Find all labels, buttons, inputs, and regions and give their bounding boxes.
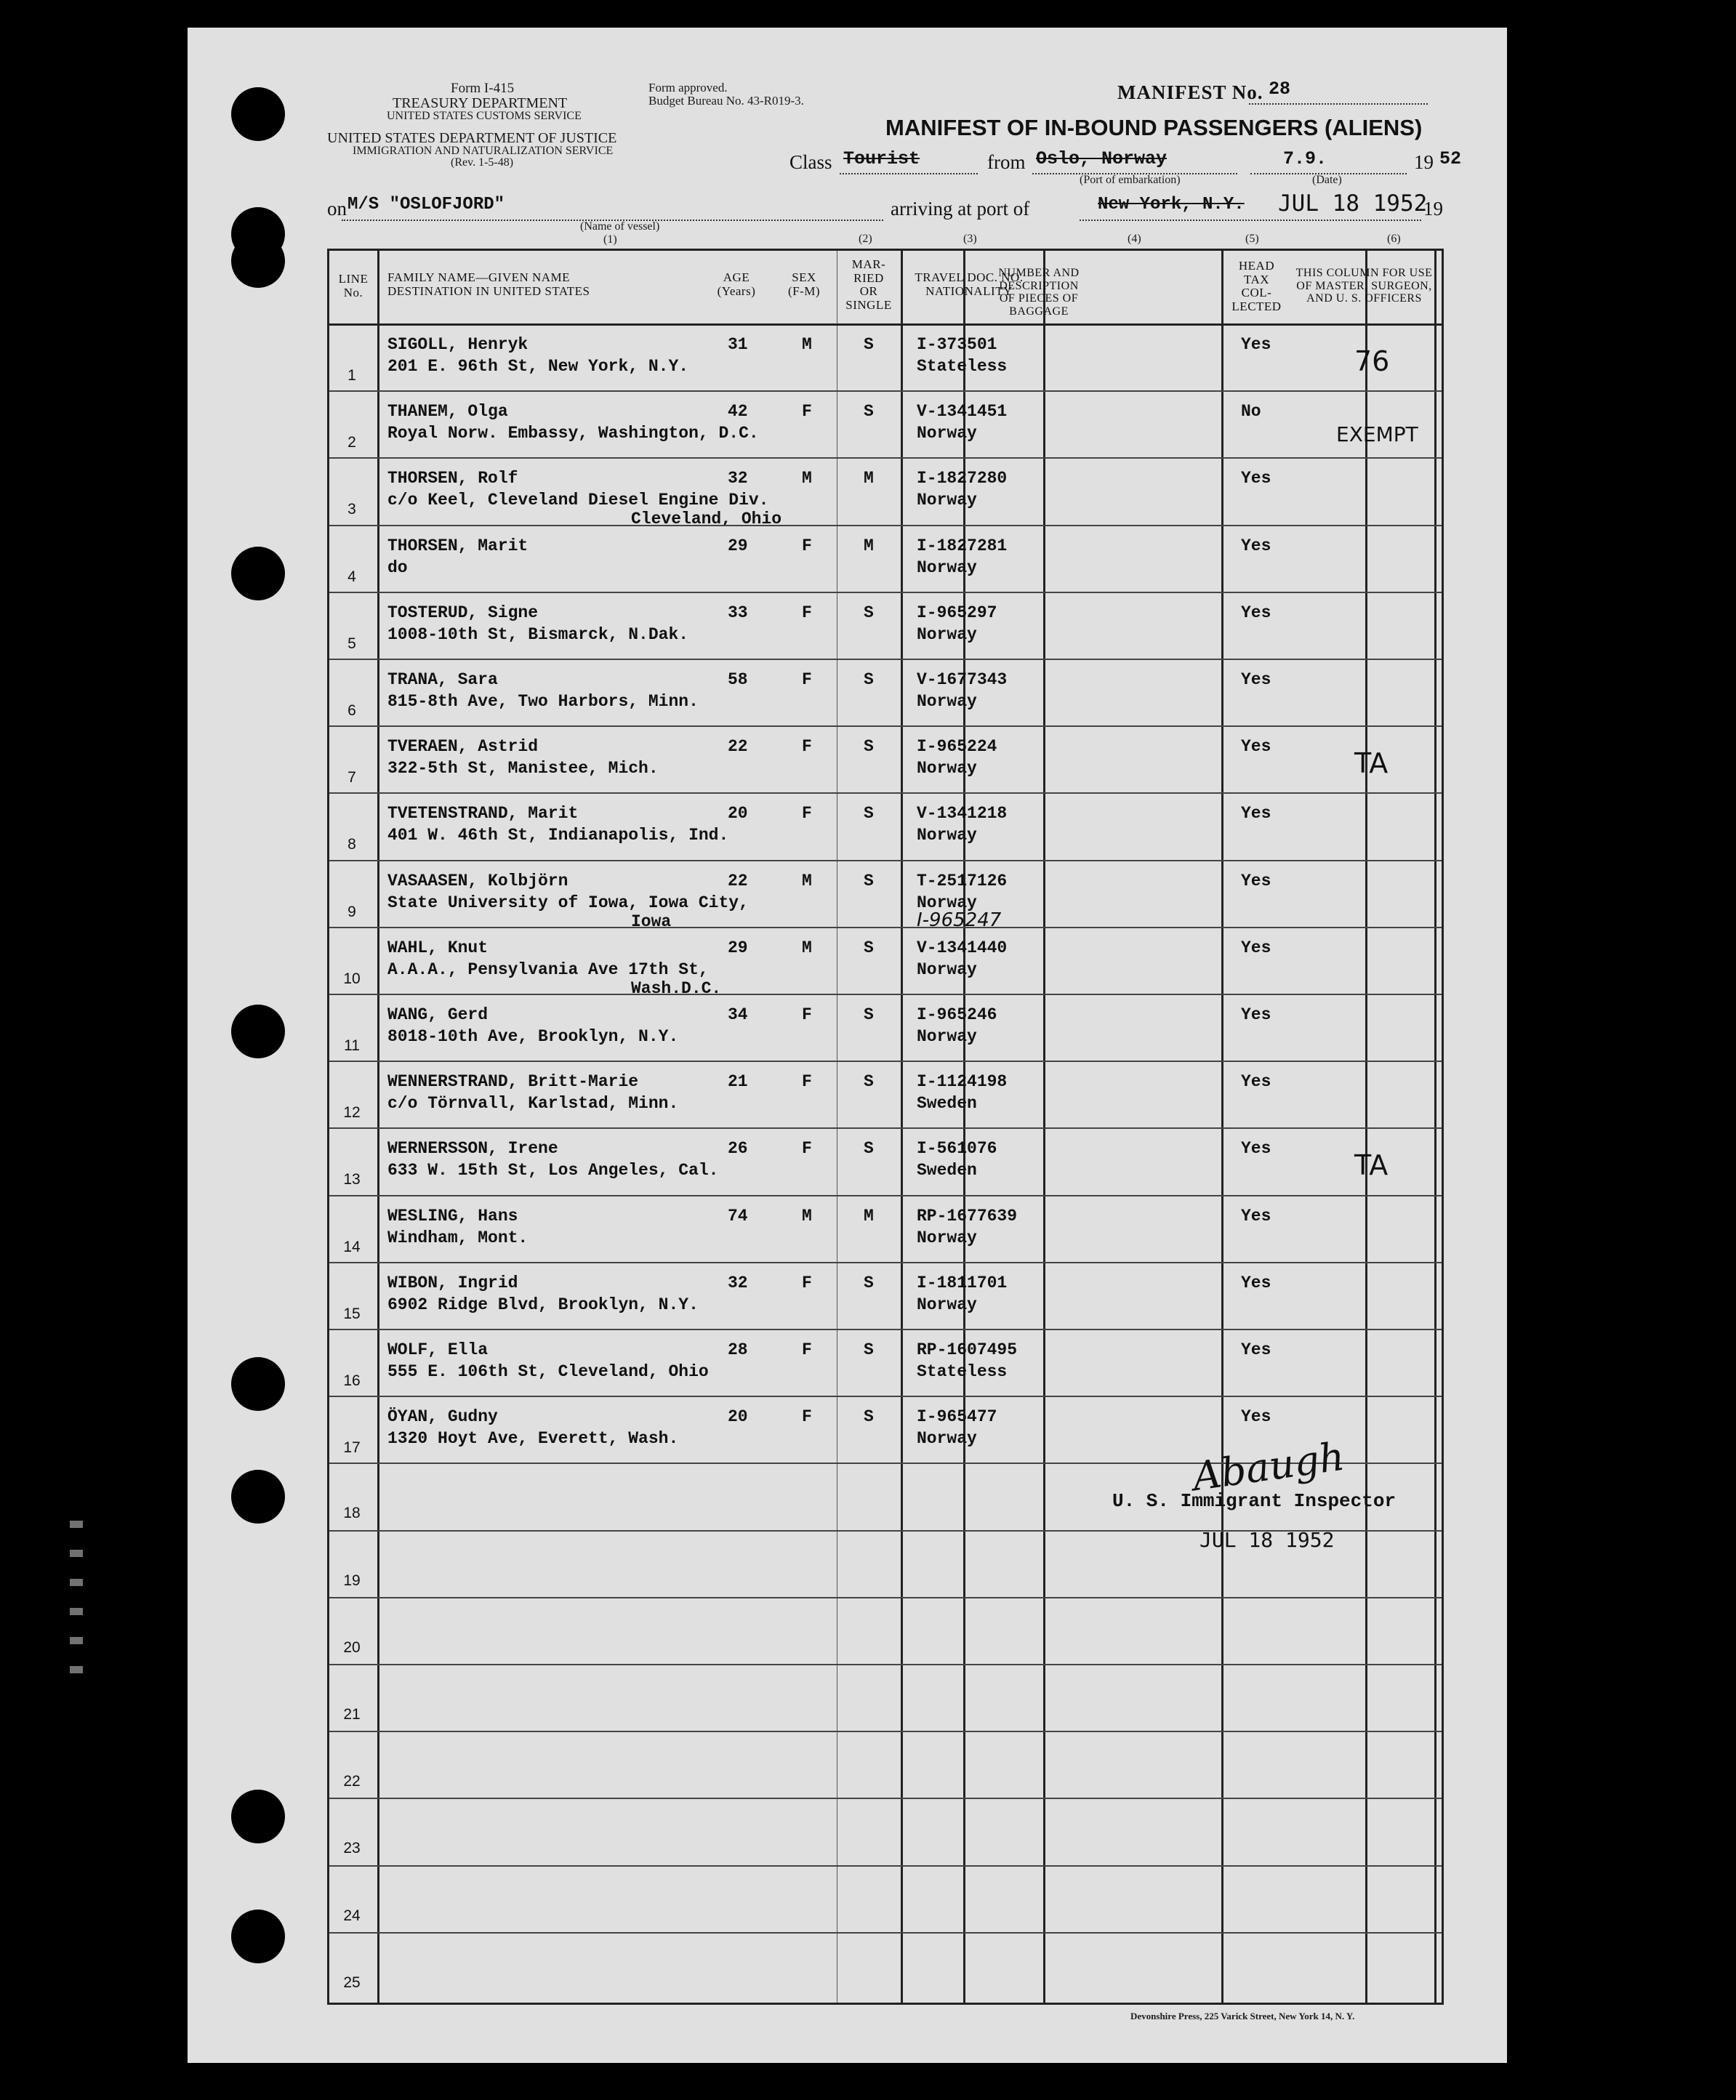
row-divider bbox=[329, 994, 1442, 995]
date-value: 7.9. bbox=[1283, 148, 1327, 169]
line-number: 2 bbox=[347, 434, 356, 451]
head-tax-collected: No bbox=[1241, 402, 1261, 422]
passenger-destination: State University of Iowa, Iowa City, bbox=[387, 893, 749, 912]
table-row bbox=[329, 323, 1442, 390]
binder-hole bbox=[231, 1470, 285, 1524]
passenger-sex: F bbox=[802, 804, 812, 824]
passenger-destination-cont: Iowa bbox=[631, 912, 672, 931]
table-row bbox=[329, 1932, 1442, 1999]
passenger-destination: 322-5th St, Manistee, Mich. bbox=[387, 759, 659, 779]
port-embarkation-caption: (Port of embarkation) bbox=[1080, 174, 1181, 186]
edge-mark bbox=[70, 1666, 83, 1673]
marital-status: M bbox=[864, 469, 874, 488]
column-number: (5) bbox=[1245, 233, 1259, 245]
travel-doc-number: V-1677343 bbox=[917, 670, 1008, 689]
binder-hole bbox=[231, 234, 285, 288]
row-divider bbox=[329, 1195, 1442, 1196]
passenger-name: WIBON, Ingrid bbox=[387, 1273, 518, 1292]
passenger-name: WESLING, Hans bbox=[387, 1206, 518, 1226]
binder-hole bbox=[231, 1005, 285, 1058]
class-label: Class bbox=[789, 151, 832, 173]
line-number: 7 bbox=[347, 769, 356, 787]
head-tax-collected: Yes bbox=[1241, 536, 1271, 555]
ins-service: IMMIGRATION AND NATURALIZATION SERVICE bbox=[353, 145, 614, 157]
head-tax-collected: Yes bbox=[1241, 1139, 1271, 1159]
passenger-name: WENNERSTRAND, Britt-Marie bbox=[387, 1072, 639, 1092]
nationality: Norway bbox=[917, 826, 977, 845]
head-tax-collected: Yes bbox=[1241, 1206, 1271, 1226]
inspector-date-stamp: JUL 18 1952 bbox=[1199, 1528, 1335, 1552]
line-number: 12 bbox=[343, 1104, 361, 1122]
line-number: 5 bbox=[347, 635, 356, 652]
passenger-sex: F bbox=[802, 737, 812, 757]
row-divider bbox=[329, 1396, 1442, 1397]
table-row bbox=[329, 994, 1442, 1061]
passenger-age: 34 bbox=[728, 1005, 748, 1024]
passenger-age: 32 bbox=[728, 1273, 748, 1292]
marital-status: S bbox=[864, 603, 874, 622]
passenger-destination: 1008-10th St, Bismarck, N.Dak. bbox=[387, 624, 689, 644]
travel-doc-number: I-965477 bbox=[917, 1407, 997, 1427]
passenger-name: ÖYAN, Gudny bbox=[387, 1407, 498, 1427]
passenger-name: WOLF, Ella bbox=[387, 1340, 489, 1359]
passenger-destination: 633 W. 15th St, Los Angeles, Cal. bbox=[387, 1161, 719, 1180]
line-number: 13 bbox=[343, 1171, 361, 1188]
passenger-name: WAHL, Knut bbox=[387, 938, 489, 957]
passenger-sex: F bbox=[802, 603, 812, 622]
line-number: 14 bbox=[343, 1238, 361, 1255]
passenger-sex: F bbox=[802, 1273, 812, 1292]
head-tax-collected: Yes bbox=[1241, 871, 1271, 890]
passenger-age: 29 bbox=[728, 938, 748, 957]
edge-mark bbox=[70, 1579, 83, 1586]
date-fill bbox=[1250, 151, 1407, 174]
row-divider bbox=[329, 1664, 1442, 1665]
head-tax-collected: Yes bbox=[1241, 335, 1271, 354]
line-number: 25 bbox=[343, 1974, 361, 1991]
line-number: 11 bbox=[344, 1037, 360, 1054]
passenger-age: 20 bbox=[728, 1407, 748, 1427]
table-row bbox=[329, 390, 1442, 457]
binder-hole bbox=[231, 1790, 285, 1843]
travel-doc-number: V-1341440 bbox=[917, 938, 1008, 957]
passenger-age: 28 bbox=[728, 1340, 748, 1359]
column-number: (4) bbox=[1128, 233, 1141, 245]
marital-status: M bbox=[864, 1206, 874, 1226]
row-divider bbox=[329, 1262, 1442, 1263]
vessel-caption-num: (1) bbox=[603, 233, 617, 246]
edge-mark bbox=[70, 1637, 83, 1644]
table-row bbox=[329, 725, 1442, 792]
manifest-number: 28 bbox=[1269, 79, 1291, 100]
col-header-officers: THIS COLUMN FOR USE OF MASTER, SURGEON, AND U. S. OFFICERS bbox=[1295, 267, 1433, 305]
travel-doc-number: V-1341451 bbox=[917, 402, 1008, 422]
nationality: Norway bbox=[917, 893, 977, 912]
passenger-name: TRANA, Sara bbox=[387, 670, 498, 689]
marital-status: S bbox=[864, 1340, 874, 1359]
line-number: 19 bbox=[343, 1572, 361, 1589]
row-divider bbox=[329, 1329, 1442, 1330]
year-suffix: 19 bbox=[1423, 198, 1443, 220]
travel-doc-number: T-2517126 bbox=[917, 871, 1008, 890]
travel-doc-number: I-965246 bbox=[917, 1005, 997, 1024]
row-divider bbox=[329, 390, 1442, 392]
col-header-name: FAMILY NAME—GIVEN NAME DESTINATION IN UNITED STATES bbox=[387, 270, 590, 298]
head-tax-collected: Yes bbox=[1241, 737, 1271, 757]
head-tax-collected: Yes bbox=[1241, 670, 1271, 689]
year-prefix: 19 bbox=[1414, 151, 1434, 173]
col-header-married: MAR- RIED OR SINGLE bbox=[845, 257, 892, 313]
passenger-destination: do bbox=[387, 558, 408, 577]
nationality: Norway bbox=[917, 1228, 977, 1247]
passenger-destination-cont: Wash.D.C. bbox=[631, 978, 722, 998]
vessel-caption: (Name of vessel) bbox=[580, 220, 660, 233]
officer-note: TA bbox=[1354, 747, 1389, 780]
line-number: 16 bbox=[343, 1372, 361, 1389]
manifest-label: MANIFEST No. bbox=[1117, 81, 1263, 103]
row-divider bbox=[329, 1865, 1442, 1867]
passenger-age: 58 bbox=[728, 670, 748, 689]
head-tax-collected: Yes bbox=[1241, 1407, 1271, 1427]
arriving-port: New York, N.Y. bbox=[1098, 195, 1245, 214]
travel-doc-number: I-1811701 bbox=[917, 1273, 1008, 1292]
passenger-destination-cont: Cleveland, Ohio bbox=[631, 510, 782, 529]
passenger-age: 21 bbox=[728, 1072, 748, 1092]
edge-mark bbox=[70, 1521, 83, 1528]
passenger-age: 20 bbox=[728, 804, 748, 824]
head-tax-collected: Yes bbox=[1241, 469, 1271, 488]
marital-status: M bbox=[864, 536, 874, 555]
row-divider bbox=[329, 1127, 1442, 1129]
row-divider bbox=[329, 525, 1442, 526]
passenger-age: 33 bbox=[728, 603, 748, 622]
passenger-destination: A.A.A., Pensylvania Ave 17th St, bbox=[387, 960, 709, 979]
date-caption: (Date) bbox=[1312, 174, 1342, 186]
table-row bbox=[329, 1262, 1442, 1329]
travel-doc-number: I-965297 bbox=[917, 603, 997, 622]
travel-doc-number: I-1827281 bbox=[917, 536, 1008, 555]
passenger-sex: F bbox=[802, 1005, 812, 1024]
col-header-baggage: NUMBER AND DESCRIPTION OF PIECES OF BAGGAGE bbox=[998, 267, 1080, 318]
marital-status: S bbox=[864, 335, 874, 354]
line-number: 20 bbox=[343, 1638, 361, 1656]
table-row bbox=[329, 927, 1442, 998]
passenger-sex: F bbox=[802, 1407, 812, 1427]
head-tax-collected: Yes bbox=[1241, 938, 1271, 957]
nationality: Norway bbox=[917, 1429, 977, 1449]
nationality: Norway bbox=[917, 960, 977, 979]
year-value: 52 bbox=[1439, 148, 1462, 169]
table-row bbox=[329, 1731, 1442, 1798]
travel-doc-number: I-373501 bbox=[917, 335, 997, 354]
nationality: Norway bbox=[917, 424, 977, 443]
nationality: Norway bbox=[917, 491, 977, 510]
marital-status: S bbox=[864, 737, 874, 757]
travel-doc-handwritten: I-965247 bbox=[917, 909, 1002, 931]
marital-status: S bbox=[864, 871, 874, 890]
passenger-name: TOSTERUD, Signe bbox=[387, 603, 539, 622]
passenger-table bbox=[327, 233, 1444, 2005]
line-number: 1 bbox=[347, 367, 356, 384]
passenger-sex: F bbox=[802, 536, 812, 555]
customs-service: UNITED STATES CUSTOMS SERVICE bbox=[387, 110, 582, 122]
passenger-name: VASAASEN, Kolbjörn bbox=[387, 871, 568, 890]
line-number: 10 bbox=[343, 970, 361, 987]
line-number: 21 bbox=[343, 1706, 361, 1723]
nationality: Norway bbox=[917, 759, 977, 779]
passenger-name: WERNERSSON, Irene bbox=[387, 1139, 558, 1159]
nationality: Norway bbox=[917, 558, 977, 577]
column-number: (6) bbox=[1387, 233, 1401, 245]
travel-doc-number: V-1341218 bbox=[917, 804, 1008, 824]
arrival-date-stamp: JUL 18 1952 bbox=[1278, 190, 1428, 217]
passenger-sex: F bbox=[802, 1139, 812, 1159]
line-number: 15 bbox=[343, 1305, 361, 1322]
travel-doc-number: RP-1607495 bbox=[917, 1340, 1018, 1359]
passenger-sex: M bbox=[802, 1206, 812, 1226]
row-divider bbox=[329, 1932, 1442, 1934]
row-divider bbox=[329, 725, 1442, 727]
line-number: 23 bbox=[343, 1840, 361, 1857]
table-row bbox=[329, 1798, 1442, 1864]
passenger-destination: 201 E. 96th St, New York, N.Y. bbox=[387, 357, 689, 376]
table-row bbox=[329, 1865, 1442, 1932]
passenger-age: 22 bbox=[728, 871, 748, 890]
on-label: on bbox=[327, 198, 347, 220]
line-number: 3 bbox=[347, 501, 356, 518]
table-row bbox=[329, 525, 1442, 592]
passenger-sex: M bbox=[802, 871, 812, 890]
table-row bbox=[329, 1195, 1442, 1262]
line-number: 24 bbox=[343, 1907, 361, 1924]
page-title: MANIFEST OF IN-BOUND PASSENGERS (ALIENS) bbox=[885, 115, 1423, 140]
passenger-destination: 815-8th Ave, Two Harbors, Minn. bbox=[387, 692, 699, 711]
row-divider bbox=[329, 659, 1442, 660]
marital-status: S bbox=[864, 1072, 874, 1092]
treasury-department: TREASURY DEPARTMENT bbox=[393, 95, 568, 111]
passenger-age: 29 bbox=[728, 536, 748, 555]
travel-doc-number: I-965224 bbox=[917, 737, 997, 757]
row-divider bbox=[329, 1798, 1442, 1799]
head-tax-collected: Yes bbox=[1241, 1273, 1271, 1292]
marital-status: S bbox=[864, 402, 874, 422]
form-number: Form I-415 bbox=[451, 81, 515, 96]
form-approved: Form approved. bbox=[648, 81, 728, 94]
passenger-age: 26 bbox=[728, 1139, 748, 1159]
from-value: Oslo, Norway bbox=[1036, 148, 1168, 169]
passenger-name: TVETENSTRAND, Marit bbox=[387, 804, 579, 824]
passenger-destination: Windham, Mont. bbox=[387, 1228, 529, 1247]
passenger-name: THORSEN, Marit bbox=[387, 536, 529, 555]
head-tax-collected: Yes bbox=[1241, 1340, 1271, 1359]
passenger-sex: F bbox=[802, 670, 812, 689]
passenger-sex: F bbox=[802, 402, 812, 422]
passenger-destination: 8018-10th Ave, Brooklyn, N.Y. bbox=[387, 1027, 679, 1046]
marital-status: S bbox=[864, 938, 874, 957]
line-number: 9 bbox=[347, 903, 356, 920]
column-number: (3) bbox=[963, 233, 977, 245]
nationality: Norway bbox=[917, 624, 977, 644]
binder-hole bbox=[231, 547, 285, 600]
passenger-name: SIGOLL, Henryk bbox=[387, 335, 529, 354]
passenger-name: THORSEN, Rolf bbox=[387, 469, 518, 488]
vessel-name: M/S "OSLOFJORD" bbox=[347, 195, 505, 214]
travel-doc-number: RP-1677639 bbox=[917, 1206, 1018, 1226]
from-label: from bbox=[987, 151, 1026, 173]
table-row bbox=[329, 792, 1442, 859]
table-row bbox=[329, 457, 1442, 529]
passenger-sex: F bbox=[802, 1072, 812, 1092]
head-tax-collected: Yes bbox=[1241, 804, 1271, 824]
line-number: 4 bbox=[347, 568, 356, 585]
printer-footer: Devonshire Press, 225 Varick Street, New York 14, N. Y. bbox=[1130, 2011, 1355, 2021]
passenger-sex: F bbox=[802, 1340, 812, 1359]
row-divider bbox=[329, 927, 1442, 928]
col-header-travel: TRAVEL DOC. NO. NATIONALITY bbox=[915, 270, 1024, 298]
row-divider bbox=[329, 860, 1442, 861]
column-number: (2) bbox=[859, 233, 872, 245]
passenger-sex: M bbox=[802, 335, 812, 354]
table-row bbox=[329, 1127, 1442, 1194]
passenger-age: 42 bbox=[728, 402, 748, 422]
edge-mark bbox=[70, 1550, 83, 1557]
table-row bbox=[329, 592, 1442, 659]
nationality: Norway bbox=[917, 1027, 977, 1046]
department-of-justice: UNITED STATES DEPARTMENT OF JUSTICE bbox=[327, 130, 617, 146]
col-header-line: LINE No. bbox=[338, 272, 369, 299]
line-number: 8 bbox=[347, 836, 356, 853]
nationality: Sweden bbox=[917, 1094, 977, 1114]
passenger-destination: 401 W. 46th St, Indianapolis, Ind. bbox=[387, 826, 729, 845]
officer-note: 76 bbox=[1354, 345, 1390, 377]
table-row bbox=[329, 659, 1442, 725]
officer-note: TA bbox=[1354, 1149, 1389, 1182]
passenger-age: 22 bbox=[728, 737, 748, 757]
budget-bureau: Budget Bureau No. 43-R019-3. bbox=[648, 94, 804, 108]
row-divider bbox=[329, 1061, 1442, 1062]
passenger-destination: c/o Törnvall, Karlstad, Minn. bbox=[387, 1094, 679, 1114]
nationality: Sweden bbox=[917, 1161, 977, 1180]
inspector-title: U. S. Immigrant Inspector bbox=[1112, 1490, 1397, 1512]
table-row bbox=[329, 1664, 1442, 1731]
col-header-age: AGE (Years) bbox=[717, 270, 756, 298]
row-divider bbox=[329, 1731, 1442, 1732]
passenger-destination: 6902 Ridge Blvd, Brooklyn, N.Y. bbox=[387, 1295, 699, 1314]
passenger-name: THANEM, Olga bbox=[387, 402, 508, 422]
table-row bbox=[329, 1597, 1442, 1664]
marital-status: S bbox=[864, 1139, 874, 1159]
passenger-destination: 1320 Hoyt Ave, Everett, Wash. bbox=[387, 1429, 679, 1449]
line-number: 18 bbox=[343, 1505, 361, 1522]
passenger-name: WANG, Gerd bbox=[387, 1005, 489, 1024]
passenger-destination: 555 E. 106th St, Cleveland, Ohio bbox=[387, 1362, 709, 1381]
passenger-age: 32 bbox=[728, 469, 748, 488]
marital-status: S bbox=[864, 804, 874, 824]
line-number: 22 bbox=[343, 1773, 361, 1790]
marital-status: S bbox=[864, 1273, 874, 1292]
inspector-signature: Abaugh bbox=[1189, 1433, 1348, 1500]
class-value: Tourist bbox=[843, 148, 920, 169]
binder-hole bbox=[231, 87, 285, 141]
passenger-destination: Royal Norw. Embassy, Washington, D.C. bbox=[387, 424, 759, 443]
revision: (Rev. 1-5-48) bbox=[451, 156, 514, 169]
passenger-age: 31 bbox=[728, 335, 748, 354]
officer-note: EXEMPT bbox=[1336, 422, 1418, 447]
nationality: Norway bbox=[917, 1295, 977, 1314]
travel-doc-number: I-1827280 bbox=[917, 469, 1008, 488]
table-row bbox=[329, 1061, 1442, 1127]
col-header-sex: SEX (F-M) bbox=[787, 270, 821, 298]
marital-status: S bbox=[864, 1407, 874, 1427]
arriving-label: arriving at port of bbox=[891, 198, 1030, 220]
line-number: 6 bbox=[347, 702, 356, 719]
row-divider bbox=[329, 1597, 1442, 1598]
head-tax-collected: Yes bbox=[1241, 1005, 1271, 1024]
row-divider bbox=[329, 792, 1442, 794]
table-row bbox=[329, 1329, 1442, 1396]
binder-hole bbox=[231, 1357, 285, 1411]
passenger-name: TVERAEN, Astrid bbox=[387, 737, 539, 757]
passenger-age: 74 bbox=[728, 1206, 748, 1226]
binder-hole bbox=[231, 1910, 285, 1963]
nationality: Stateless bbox=[917, 357, 1008, 376]
travel-doc-number: I-1124198 bbox=[917, 1072, 1008, 1092]
edge-mark bbox=[70, 1608, 83, 1615]
head-tax-collected: Yes bbox=[1241, 1072, 1271, 1092]
row-divider bbox=[329, 592, 1442, 593]
marital-status: S bbox=[864, 1005, 874, 1024]
passenger-sex: M bbox=[802, 469, 812, 488]
passenger-destination: c/o Keel, Cleveland Diesel Engine Div. bbox=[387, 491, 769, 510]
head-tax-collected: Yes bbox=[1241, 603, 1271, 622]
nationality: Stateless bbox=[917, 1362, 1008, 1381]
travel-doc-number: I-561076 bbox=[917, 1139, 997, 1159]
row-divider bbox=[329, 457, 1442, 459]
col-header-headtax: HEAD TAX COL- LECTED bbox=[1231, 259, 1282, 314]
passenger-sex: M bbox=[802, 938, 812, 957]
marital-status: S bbox=[864, 670, 874, 689]
line-number: 17 bbox=[343, 1439, 361, 1457]
nationality: Norway bbox=[917, 692, 977, 711]
table-row bbox=[329, 860, 1442, 931]
